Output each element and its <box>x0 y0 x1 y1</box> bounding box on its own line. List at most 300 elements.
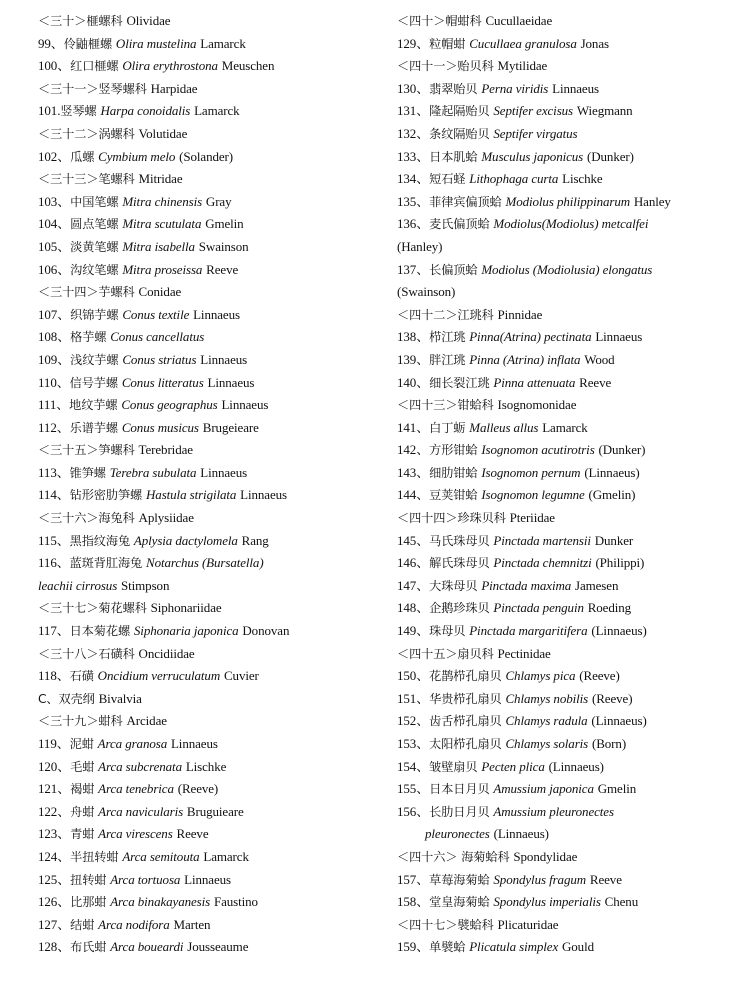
entry-number: 111、 <box>38 397 70 413</box>
entry-number: 139、 <box>397 351 430 367</box>
species-entry <box>397 213 732 236</box>
family-heading <box>38 507 386 530</box>
entry-number: 122、 <box>38 803 71 819</box>
entry-chinese-name: 隆起隔贻贝 <box>429 104 490 119</box>
family-heading <box>397 304 732 327</box>
family-heading <box>397 643 732 666</box>
family-heading-latin: Mitridae <box>138 171 183 187</box>
entry-chinese-name: 石磺 <box>69 669 94 684</box>
entry-author: Linnaeus <box>193 306 240 322</box>
entry-scientific-name: Spondylus fragum <box>493 871 587 887</box>
entry-scientific-name: Conus striatus <box>122 351 197 367</box>
entry-author: Lischke <box>185 758 227 774</box>
entry-scientific-name: Arca nodifora <box>98 916 170 932</box>
entry-chinese-name: 白丁蛎 <box>429 420 466 435</box>
species-entry <box>38 891 386 914</box>
species-entry <box>397 620 732 643</box>
entry-scientific-name: Pinctada margaritifera <box>469 623 588 639</box>
entry-scientific-name: Pecten plica <box>481 758 545 774</box>
species-entry <box>397 891 732 914</box>
family-heading-latin: Pinnidae <box>497 306 543 322</box>
species-entry <box>38 236 386 259</box>
species-entry <box>397 168 732 191</box>
species-entry <box>38 55 386 78</box>
entry-scientific-name: Arca granosa <box>97 736 168 751</box>
entry-chinese-name: 竖琴螺 <box>60 104 97 119</box>
entry-number: 105、 <box>38 238 71 254</box>
species-entry <box>38 756 386 779</box>
entry-number: 129、 <box>397 35 430 51</box>
species-entry <box>397 733 732 756</box>
species-entry <box>38 733 386 756</box>
entry-scientific-name: Modiolus(Modiolus) metcalfei <box>493 216 649 232</box>
entry-number: 151、 <box>397 690 430 706</box>
species-entry <box>38 304 386 327</box>
entry-chinese-name: 菲律宾偏顶蛤 <box>429 194 502 209</box>
entry-number: 158、 <box>397 894 430 910</box>
entry-chinese-name: 单襞蛤 <box>429 940 466 955</box>
family-heading-latin: Isognomonidae <box>497 397 577 413</box>
entry-chinese-name: 地纹芋螺 <box>69 398 118 413</box>
family-heading <box>38 597 386 620</box>
entry-chinese-name: 胖江珧 <box>429 352 466 367</box>
entry-author: Wood <box>584 351 615 367</box>
species-entry <box>38 462 386 485</box>
family-heading <box>397 914 732 937</box>
entry-chinese-name: 太阳栉孔扇贝 <box>429 737 502 751</box>
family-heading-latin: Pteriidae <box>509 510 555 526</box>
entry-number: 99、 <box>38 35 64 51</box>
entry-number: 127、 <box>38 916 71 932</box>
species-entry <box>397 936 732 959</box>
entry-number: 156、 <box>397 803 430 819</box>
entry-author: Jamesen <box>575 577 619 593</box>
species-entry <box>38 665 386 688</box>
species-entry <box>397 710 732 733</box>
entry-chinese-name: 泥蚶 <box>69 737 94 751</box>
entry-chinese-name: 钻形密肋笋螺 <box>69 488 143 503</box>
entry-chinese-name: 企鹅珍珠贝 <box>429 601 490 616</box>
family-heading-cn: ＜四十四＞珍珠贝科 <box>397 511 506 526</box>
entry-scientific-name: Malleus allus <box>469 419 539 435</box>
entry-number: 126、 <box>38 894 71 910</box>
entry-chinese-name: 长肋日月贝 <box>429 804 490 819</box>
entry-number: 143、 <box>397 464 430 480</box>
family-heading-latin: Bivalvia <box>98 690 142 706</box>
entry-number: 101. <box>38 103 61 119</box>
species-entry <box>397 191 732 214</box>
species-entry <box>397 349 732 372</box>
entry-scientific-name: Siphonaria japonica <box>133 623 239 639</box>
entry-author: Donovan <box>242 623 290 639</box>
entry-author: Reeve <box>589 871 622 887</box>
entry-scientific-name: Chlamys solaris <box>505 736 589 751</box>
entry-chinese-name: 细肋钳蛤 <box>429 465 478 480</box>
entry-number: 112、 <box>38 419 70 435</box>
entry-author: Lamarck <box>542 419 588 435</box>
entry-author: Reeve <box>176 826 209 842</box>
entry-chinese-name: 细长裂江珧 <box>429 375 490 390</box>
species-entry <box>38 100 386 123</box>
entry-chinese-name: 布氏蚶 <box>70 940 107 955</box>
species-entry <box>38 349 386 372</box>
family-heading-cn: ＜三十五＞笋螺科 <box>38 443 135 458</box>
entry-scientific-name: Arca virescens <box>98 826 173 842</box>
entry-scientific-name: Aplysia dactylomela <box>133 532 238 548</box>
entry-chinese-name: 中国笔螺 <box>70 194 119 209</box>
family-heading-latin: Arcidae <box>126 713 167 729</box>
entry-author: (Philippi) <box>595 555 645 571</box>
entry-scientific-name: Mitra proseissa <box>122 261 203 277</box>
family-heading-latin: Cucullaeidae <box>485 13 553 28</box>
entry-number: 120、 <box>38 758 71 774</box>
entry-scientific-name: Perna viridis <box>481 80 549 96</box>
family-heading-latin: Spondylidae <box>513 848 578 864</box>
entry-number: 128、 <box>38 939 71 955</box>
species-entry <box>397 326 732 349</box>
family-heading-cn: ＜三十九＞蚶科 <box>38 714 123 729</box>
entry-number: 153、 <box>397 736 430 751</box>
family-heading-cn: ＜四十五＞扇贝科 <box>397 646 494 661</box>
entry-chinese-name: 长偏顶蛤 <box>429 262 478 277</box>
entry-scientific-name: Harpa conoidalis <box>100 103 191 119</box>
entry-number: 145、 <box>397 532 430 548</box>
entry-chinese-name: 齿舌栉孔扇贝 <box>429 714 502 729</box>
entry-author: Linnaeus <box>184 871 232 887</box>
left-column <box>38 10 386 959</box>
entry-author: (Born) <box>591 736 627 751</box>
entry-author: (Linnaeus) <box>591 713 647 729</box>
right-column <box>397 10 732 959</box>
species-entry <box>38 259 386 282</box>
species-entry <box>38 530 386 553</box>
entry-scientific-name: Chlamys nobilis <box>505 690 589 706</box>
species-entry <box>397 78 732 101</box>
entry-number: 134、 <box>397 171 430 187</box>
entry-number: 154、 <box>397 758 430 774</box>
entry-scientific-name: Conus musicus <box>121 419 199 435</box>
species-entry <box>38 552 386 575</box>
species-entry <box>397 259 732 282</box>
entry-scientific-name: Amussium japonica <box>493 781 594 797</box>
entry-author: (Gmelin) <box>588 487 636 503</box>
entry-author: Linnaeus <box>595 329 643 345</box>
entry-author: (Linnaeus) <box>548 758 604 774</box>
entry-number: 110、 <box>38 374 70 390</box>
entry-scientific-name: Arca tenebrica <box>98 781 174 797</box>
entry-author: Wiegmann <box>576 103 633 119</box>
family-heading <box>38 78 386 101</box>
entry-number: 103、 <box>38 193 71 209</box>
species-entry <box>397 597 732 620</box>
family-heading <box>38 643 386 666</box>
entry-scientific-name: Notarchus (Bursatella) <box>146 555 264 571</box>
entry-number: 113、 <box>38 464 70 480</box>
entry-author: Lischke <box>562 171 603 187</box>
entry-scientific-name: Pinctada chemnitzi <box>493 555 592 571</box>
family-heading-latin: Oncidiidae <box>138 645 195 661</box>
entry-scientific-name: Mitra chinensis <box>122 193 203 209</box>
entry-scientific-name: Conus litteratus <box>121 374 204 390</box>
entry-author: (Linnaeus) <box>584 464 640 480</box>
entry-number: 106、 <box>38 261 71 277</box>
family-heading-cn: ＜三十三＞笔螺科 <box>38 172 135 187</box>
entry-scientific-name: Amussium pleuronectes <box>493 803 614 819</box>
family-heading-latin: Volutidae <box>138 125 188 141</box>
species-entry <box>38 914 386 937</box>
species-entry <box>38 846 386 869</box>
entry-number: 133、 <box>397 148 430 164</box>
entry-chinese-name: 短石蛏 <box>429 172 466 187</box>
entry-number: 150、 <box>397 668 430 684</box>
entry-scientific-name: Conus cancellatus <box>110 329 205 345</box>
species-entry <box>38 620 386 643</box>
entry-author: Jonas <box>580 35 609 51</box>
entry-chinese-name: 织锦芋螺 <box>70 307 119 322</box>
entry-author: Brugeieare <box>202 419 259 435</box>
family-heading-cn: ＜四十七＞襞蛤科 <box>397 917 494 932</box>
species-entry <box>397 484 732 507</box>
entry-scientific-name: Lithophaga curta <box>469 171 559 187</box>
species-entry <box>397 688 732 711</box>
entry-scientific-name: Conus geographus <box>121 397 218 413</box>
family-heading-cn: ＜三十一＞竖琴螺科 <box>38 81 147 96</box>
entry-chinese-name: 粒帽蚶 <box>429 36 466 51</box>
species-entry <box>38 213 386 236</box>
entry-author: (Dunker) <box>587 148 634 164</box>
entry-chinese-name: 大珠母贝 <box>429 578 478 593</box>
entry-chinese-name: 方形钳蛤 <box>429 443 478 458</box>
entry-chinese-name: 栉江珧 <box>429 330 466 345</box>
entry-scientific-name: Cucullaea granulosa <box>469 35 577 51</box>
species-entry <box>38 33 386 56</box>
entry-author: Bruguieare <box>186 803 244 819</box>
entry-number: 138、 <box>397 329 430 345</box>
entry-author: Swainson <box>198 238 249 254</box>
entry-scientific-name: Pinna (Atrina) inflata <box>469 351 581 367</box>
entry-chinese-name: 伶鼬榧螺 <box>63 36 113 51</box>
species-entry <box>38 484 386 507</box>
family-heading <box>397 507 732 530</box>
entry-author: Chenu <box>604 894 639 910</box>
entry-author: (Reeve) <box>579 668 620 684</box>
entry-author: Cuvier <box>223 668 259 684</box>
entry-author: (Solander) <box>179 148 234 164</box>
family-heading <box>38 710 386 733</box>
entry-number: 131、 <box>397 103 430 119</box>
entry-author: Hanley <box>633 193 671 209</box>
species-entry <box>38 191 386 214</box>
family-heading <box>38 439 386 462</box>
entry-number: 136、 <box>397 216 430 232</box>
entry-chinese-name: 马氏珠母贝 <box>429 533 490 548</box>
entry-number: 121、 <box>38 781 71 797</box>
entry-scientific-name: Arca subcrenata <box>98 758 182 774</box>
entry-number: 141、 <box>397 419 430 435</box>
species-entry <box>397 146 732 169</box>
family-heading-cn: ＜四十二＞江珧科 <box>397 307 494 322</box>
species-entry <box>397 462 732 485</box>
species-entry <box>397 552 732 575</box>
entry-chinese-name: 日本日月贝 <box>429 782 490 797</box>
species-entry-continued <box>38 575 386 598</box>
entry-chinese-name: 珠母贝 <box>429 624 466 639</box>
species-entry <box>397 33 732 56</box>
family-heading-cn: ＜三十六＞海兔科 <box>38 511 135 526</box>
entry-number: 114、 <box>38 487 70 503</box>
entry-chinese-name: 解氏珠母贝 <box>429 556 490 571</box>
species-entry <box>38 146 386 169</box>
entry-chinese-name: 毛蚶 <box>70 759 95 774</box>
entry-chinese-name: 翡翠贻贝 <box>429 81 478 96</box>
species-entry <box>397 123 732 146</box>
family-heading-cn: ＜三十七＞菊花螺科 <box>38 601 147 616</box>
entry-author: (Dunker) <box>598 442 646 458</box>
family-heading <box>397 846 732 869</box>
entry-number: 140、 <box>397 374 430 390</box>
entry-scientific-name: Olira mustelina <box>115 35 197 51</box>
family-heading-latin: Terebridae <box>138 442 193 458</box>
entry-number: 159、 <box>397 939 430 955</box>
family-heading-cn: ＜三十四＞芋螺科 <box>38 285 135 300</box>
entry-number: 149、 <box>397 623 430 639</box>
family-heading-latin: Siphonariidae <box>150 600 222 616</box>
entry-chinese-name: 皱壁扇贝 <box>429 759 478 774</box>
family-heading-cn: ＜三十二＞涡螺科 <box>38 126 135 141</box>
entry-chinese-name: 圆点笔螺 <box>70 217 119 232</box>
entry-number: 146、 <box>397 555 430 571</box>
entry-author: Faustino <box>213 894 258 910</box>
family-heading-cn: ＜三十八＞石磺科 <box>38 646 135 661</box>
entry-number: 142、 <box>397 442 430 458</box>
entry-chinese-name: 瓜螺 <box>70 149 95 164</box>
entry-scientific-name: Pinna(Atrina) pectinata <box>469 329 592 345</box>
entry-chinese-name: 黑指纹海兔 <box>69 533 131 548</box>
entry-author: Linnaeus <box>240 487 288 503</box>
entry-scientific-name: Modiolus (Modiolusia) elongatus <box>481 261 653 277</box>
family-heading-latin: Plicaturidae <box>497 916 559 932</box>
entry-number: 130、 <box>397 80 430 96</box>
entry-scientific-name: Isognomon acutirotris <box>481 442 595 458</box>
entry-number: 148、 <box>397 600 430 616</box>
entry-scientific-name: Arca tortuosa <box>110 871 181 887</box>
species-entry <box>397 372 732 395</box>
entry-number: 137、 <box>397 261 430 277</box>
entry-number: 157、 <box>397 871 430 887</box>
species-entry <box>397 575 732 598</box>
species-entry <box>397 530 732 553</box>
entry-scientific-name: Pinctada penguin <box>493 600 584 616</box>
entry-scientific-name: Chlamys pica <box>505 668 576 684</box>
entry-number: 100、 <box>38 58 71 74</box>
species-entry <box>397 778 732 801</box>
family-heading <box>397 394 732 417</box>
entry-scientific-name: Cymbium melo <box>98 148 176 164</box>
entry-author: Rang <box>241 532 269 548</box>
entry-author: (Hanley) <box>397 238 443 254</box>
entry-number: 108、 <box>38 329 71 345</box>
entry-number: 117、 <box>38 623 70 639</box>
species-entry <box>38 801 386 824</box>
entry-scientific-name: Pinctada maxima <box>481 577 572 593</box>
entry-chinese-name: 花鹊栉孔扇贝 <box>429 669 502 684</box>
entry-chinese-name: 日本肌蛤 <box>429 149 478 164</box>
species-entry <box>38 326 386 349</box>
species-entry <box>397 100 732 123</box>
family-heading <box>38 10 386 33</box>
entry-chinese-name: 青蚶 <box>70 827 95 842</box>
entry-author: Gmelin <box>597 781 637 797</box>
entry-chinese-name: 褐蚶 <box>70 782 95 797</box>
entry-scientific-name: Chlamys radula <box>505 713 588 729</box>
species-entry-continued <box>397 823 732 846</box>
entry-author: (Reeve) <box>177 781 219 797</box>
entry-author: Dunker <box>594 532 634 548</box>
family-heading-latin: Harpidae <box>150 80 198 96</box>
entry-number: 115、 <box>38 532 70 548</box>
entry-author: Linnaeus <box>200 464 248 480</box>
entry-scientific-name: Mitra isabella <box>122 238 195 254</box>
entry-chinese-name: 比那蚶 <box>70 895 107 910</box>
family-heading-cn: ＜四十六＞ 海菊蛤科 <box>397 849 510 864</box>
entry-scientific-name: Pinctada martensii <box>493 532 591 548</box>
entry-chinese-name: 麦氏偏顶蛤 <box>429 217 490 232</box>
species-entry <box>38 869 386 892</box>
entry-chinese-name: 堂皇海菊蛤 <box>429 895 490 910</box>
entry-scientific-name: Musculus japonicus <box>481 148 584 164</box>
species-entry <box>38 778 386 801</box>
entry-chinese-name: 乐谱芋螺 <box>69 420 118 435</box>
family-heading-latin: Mytilidae <box>497 58 548 74</box>
entry-author: Lamarck <box>194 103 240 119</box>
entry-number: 155、 <box>397 781 430 797</box>
entry-number: 118、 <box>38 668 70 684</box>
entry-number: 102、 <box>38 148 71 164</box>
family-heading <box>397 55 732 78</box>
entry-chinese-name: 草莓海菊蛤 <box>429 872 490 887</box>
family-heading-cn: C、双壳纲 <box>38 691 95 706</box>
family-heading-cn: ＜四十一＞贻贝科 <box>397 59 494 74</box>
entry-author: Marten <box>173 916 211 932</box>
entry-scientific-name: leachii cirrosus <box>38 577 118 593</box>
entry-author: Gmelin <box>205 216 244 232</box>
entry-number: 116、 <box>38 555 70 571</box>
entry-chinese-name: 扭转蚶 <box>70 872 107 887</box>
entry-number: 152、 <box>397 713 430 729</box>
entry-chinese-name: 蓝斑背肛海兔 <box>69 556 143 571</box>
entry-chinese-name: 条纹隔贻贝 <box>429 126 490 141</box>
species-entry <box>397 439 732 462</box>
entry-number: 123、 <box>38 826 71 842</box>
species-entry <box>38 936 386 959</box>
entry-author: (Linnaeus) <box>493 826 549 842</box>
family-heading-cn: ＜四十三＞钳蛤科 <box>397 398 494 413</box>
entry-chinese-name: 浅纹芋螺 <box>70 352 119 367</box>
entry-number: 124、 <box>38 848 71 864</box>
entry-chinese-name: 日本菊花螺 <box>69 624 131 639</box>
species-entry <box>38 394 386 417</box>
family-heading-latin: Olividae <box>126 13 171 28</box>
entry-number: 109、 <box>38 351 71 367</box>
entry-chinese-name: 信号芋螺 <box>69 375 118 390</box>
entry-scientific-name: Oncidium verruculatum <box>97 668 221 684</box>
species-entry <box>397 665 732 688</box>
family-heading <box>397 10 732 33</box>
entry-author: Linnaeus <box>221 397 269 413</box>
family-heading <box>38 281 386 304</box>
entry-chinese-name: 格芋螺 <box>70 330 107 345</box>
entry-chinese-name: 舟蚶 <box>70 804 95 819</box>
